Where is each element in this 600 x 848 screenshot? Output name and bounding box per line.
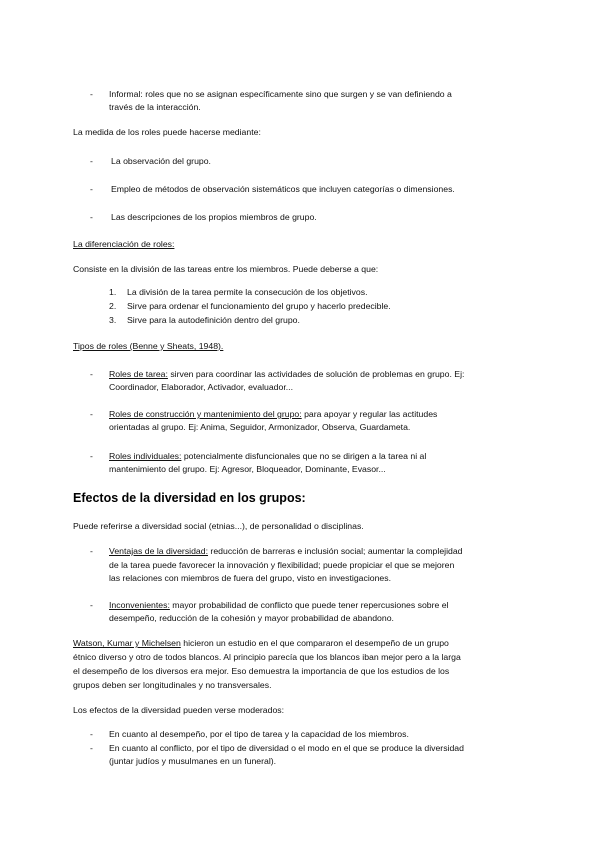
ventajas-line-3: las relaciones con miembros de fuera del grupo, visto en investigaciones. <box>109 573 392 583</box>
rol-desc: para apoyar y regular las actitudes <box>301 409 438 419</box>
bullet-dash: - <box>90 729 93 739</box>
item-text: La división de la tarea permite la consecución de los objetivos. <box>127 287 368 297</box>
diferenciacion-intro: Consiste en la división de las tareas entre los miembros. Puede deberse a que: <box>73 264 379 274</box>
informal-line-1: Informal: roles que no se asignan específicamente sino que surgen y se van definiendo a <box>109 89 452 99</box>
estudio-line-4: grupos deben ser longitudinales y no transversales. <box>73 680 272 690</box>
bullet-dash: - <box>90 89 93 99</box>
estudio-desc: hicieron un estudio en el que compararon el desempeño de un grupo <box>180 638 449 648</box>
rol-line-1 <box>109 368 464 380</box>
rol-line-2: orientadas al grupo. Ej: Anima, Seguidor, Armonizador, Observa, Guardameta. <box>109 422 411 432</box>
inconvenientes-line-2: desempeño, reducción de la cohesión y mayor probabilidad de abandono. <box>109 613 394 623</box>
bullet-dash: - <box>90 451 93 461</box>
moderados-item-2-line-1: En cuanto al conflicto, por el tipo de diversidad o el modo en el que se produce la diversidad <box>109 743 464 753</box>
item-number: 2. <box>109 301 117 311</box>
bullet-dash: - <box>90 409 93 419</box>
item-text: Sirve para ordenar el funcionamiento del grupo y hacerlo predecible. <box>127 301 391 311</box>
inconvenientes-desc: mayor probabilidad de conflicto que puede tener repercusiones sobre el <box>169 600 449 610</box>
estudio-authors: Watson, Kumar y Michelsen <box>73 638 181 648</box>
diferenciacion-title: La diferenciación de roles: <box>73 239 175 249</box>
item-number: 1. <box>109 287 117 297</box>
estudio-line-2: étnico diverso y otro de todos blancos. Al principio parecía que los blancos iban mejor pero a la larga <box>73 652 461 662</box>
estudio-line-3: el desempeño de los diversos era mejor. Eso demuestra la importancia de que los estudios de los <box>73 666 450 676</box>
rol-desc: potencialmente disfuncionales que no se dirigen a la tarea ni al <box>181 451 427 461</box>
bullet-dash: - <box>90 600 93 610</box>
inconvenientes-line-1 <box>109 599 449 611</box>
bullet-dash: - <box>90 546 93 556</box>
medida-item: La observación del grupo. <box>111 156 211 166</box>
bullet-dash: - <box>90 212 93 222</box>
item-text: Sirve para la autodefinición dentro del grupo. <box>127 315 300 325</box>
ventajas-term: Ventajas de la diversidad: <box>109 546 209 556</box>
bullet-dash: - <box>90 184 93 194</box>
section-heading: Efectos de la diversidad en los grupos: <box>73 491 306 505</box>
informal-line-2: través de la interacción. <box>109 102 201 112</box>
ventajas-desc: reducción de barreras e inclusión social; aumentar la complejidad <box>208 546 463 556</box>
rol-desc: sirven para coordinar las actividades de solución de problemas en grupo. Ej: <box>167 369 465 379</box>
moderados-item-1: En cuanto al desempeño, por el tipo de tarea y la capacidad de los miembros. <box>109 729 409 739</box>
tipos-title: Tipos de roles (Benne y Sheats, 1948). <box>73 341 224 351</box>
medida-intro: La medida de los roles puede hacerse mediante: <box>73 127 261 137</box>
efectos-intro: Puede referirse a diversidad social (etnias...), de personalidad o disciplinas. <box>73 521 364 531</box>
rol-term: Roles de construcción y mantenimiento del grupo: <box>109 409 302 419</box>
bullet-dash: - <box>90 743 93 753</box>
rol-line-1 <box>109 408 437 420</box>
bullet-dash: - <box>90 156 93 166</box>
rol-line-1 <box>109 450 426 462</box>
rol-line-2: mantenimiento del grupo. Ej: Agresor, Bloqueador, Dominante, Evasor... <box>109 464 386 474</box>
numbered-item <box>109 314 300 326</box>
rol-term: Roles individuales: <box>109 451 182 461</box>
medida-item: Empleo de métodos de observación sistemáticos que incluyen categorías o dimensiones. <box>111 184 455 194</box>
moderados-intro: Los efectos de la diversidad pueden verse moderados: <box>73 705 285 715</box>
inconvenientes-term: Inconvenientes: <box>109 600 170 610</box>
bullet-dash: - <box>90 369 93 379</box>
rol-line-2: Coordinador, Elaborador, Activador, evaluador... <box>109 382 294 392</box>
ventajas-line-1 <box>109 545 463 557</box>
numbered-item <box>109 300 391 312</box>
rol-term: Roles de tarea: <box>109 369 168 379</box>
ventajas-line-2: de la tarea puede favorecer la innovación y flexibilidad; puede propiciar el que se mejoren <box>109 560 455 570</box>
estudio-line-1 <box>73 637 449 649</box>
numbered-item <box>109 286 368 298</box>
moderados-item-2-line-2: (juntar judíos y musulmanes en un funeral). <box>109 756 277 766</box>
item-number: 3. <box>109 315 117 325</box>
medida-item: Las descripciones de los propios miembros de grupo. <box>111 212 317 222</box>
